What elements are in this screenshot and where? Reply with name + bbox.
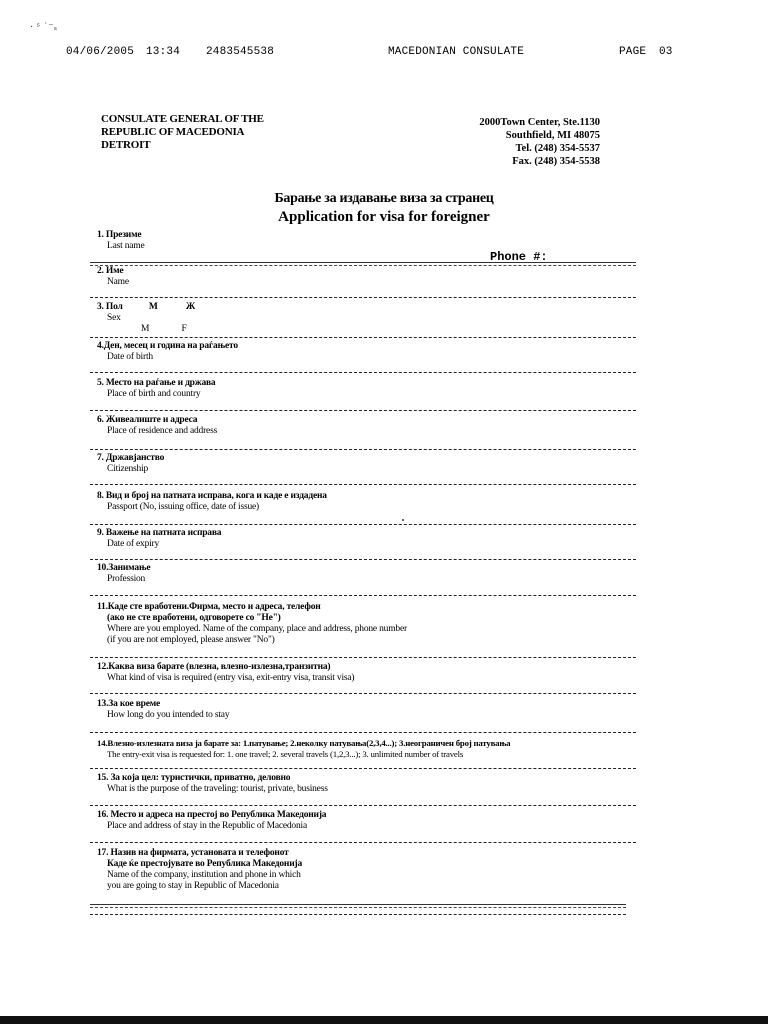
field-label-mk: 8. Вид и број на патната исправа, кога и каде е издадена (97, 491, 327, 501)
field-line (90, 372, 636, 373)
field-profession (97, 563, 637, 585)
address-city: Southfield, MI 48075 (505, 130, 600, 141)
fax-date: 04/06/2005 (66, 46, 135, 58)
field-length-of-stay (97, 699, 637, 721)
fax-number: 2483545538 (206, 46, 275, 58)
sex-option-m-en: M (141, 324, 150, 334)
field-label-en: Date of expiry (107, 539, 160, 549)
sex-option-f-mk: Ж (185, 302, 196, 312)
fax-sender: MACEDONIAN CONSULATE (388, 46, 525, 58)
address-fax: Fax. (248) 354-5538 (512, 156, 600, 167)
field-label-mk: 3. Пол (97, 302, 123, 312)
field-visa-type (97, 662, 637, 684)
field-label-mk: 16. Место и адреса на престој во Република Македонија (97, 810, 327, 820)
field-name (97, 266, 637, 288)
address-tel: Tel. (248) 354-5537 (515, 143, 600, 154)
field-label-mk: 7. Државјанство (97, 453, 165, 463)
consulate-line-3: DETROIT (101, 139, 151, 151)
fax-time: 13:34 (146, 46, 181, 58)
field-label-en: How long do you intended to stay (107, 710, 230, 720)
field-label-en: What is the purpose of the traveling: tourist, private, business (107, 784, 328, 794)
field-sex (97, 302, 637, 335)
field-label-en: Name (107, 277, 129, 287)
field-passport (97, 491, 637, 513)
field-purpose (97, 773, 637, 795)
field-place-of-birth (97, 378, 637, 400)
consulate-address (430, 116, 600, 168)
field-line (90, 657, 636, 658)
field-note-mk: Каде ќе престојувате во Република Македонија (107, 859, 302, 869)
field-host-company (97, 848, 637, 892)
field-line (90, 732, 636, 733)
form-title-english: Application for visa for foreigner (278, 209, 490, 225)
field-label-mk: 11.Каде сте вработени.Фирма, место и адреса, телефон (97, 602, 321, 612)
field-label-mk: 9. Важење на патната исправа (97, 528, 222, 538)
field-line (90, 449, 636, 450)
field-line (90, 904, 626, 905)
field-label-mk: 15. За која цел: туристички, приватно, деловно (97, 773, 291, 783)
consulate-name (101, 113, 264, 152)
form-title-macedonian: Барање за издавање виза за странец (274, 191, 494, 206)
field-citizenship (97, 453, 637, 475)
field-note-en: (if you are not employed, please answer "No") (107, 635, 275, 645)
fax-page-number: 03 (659, 46, 673, 58)
address-street: 2000Town Center, Ste.1130 (479, 117, 600, 128)
field-label-en: Place of residence and address (107, 426, 218, 436)
fax-header (66, 46, 686, 60)
field-last-name (97, 230, 637, 252)
field-employment (97, 602, 637, 646)
field-label-en: Place of birth and country (107, 389, 201, 399)
field-note-mk: (ако не сте вработени, одговорете со "Не") (107, 613, 281, 623)
field-line (90, 805, 636, 806)
field-label-en: Citizenship (107, 464, 149, 474)
field-line (90, 297, 636, 298)
fax-page-label: PAGE (619, 46, 647, 58)
field-line (90, 484, 636, 485)
consulate-line-2: REPUBLIC OF MACEDONIA (101, 126, 245, 138)
field-label-mk: 12.Каква виза барате (влезна, влезно-излезна,транзитна) (97, 662, 331, 672)
sex-option-f-en: F (181, 324, 187, 334)
field-label-en: Passport (No, issuing office, date of issue) (107, 502, 259, 512)
field-line (90, 914, 626, 915)
field-label-en: Date of birth (107, 352, 153, 362)
field-label-en: Profession (107, 574, 146, 584)
field-label-mk: 4.Ден, месец и година на раѓањето (97, 341, 238, 351)
phone-label: Phone #: (490, 250, 548, 264)
field-date-of-birth (97, 341, 637, 363)
field-label-mk: 13.За кое време (97, 699, 161, 709)
field-label-en: What kind of visa is required (entry visa, exit-entry visa, transit visa) (107, 673, 355, 683)
field-entry-exit-visa (97, 738, 657, 760)
fax-noise-marks: · ˢ ˙⁻ₛ (30, 22, 58, 33)
sex-option-m-mk: М (148, 302, 158, 312)
field-line (90, 693, 636, 694)
field-stay-address (97, 810, 637, 832)
fax-speck (402, 519, 404, 521)
fax-bottom-edge (0, 1016, 768, 1024)
field-line (90, 524, 636, 525)
field-label-en: Where are you employed. Name of the company, place and address, phone number (107, 624, 407, 634)
field-label-en: Last name (107, 241, 145, 251)
field-label-en: Place and address of stay in the Republic of Macedonia (107, 821, 307, 831)
field-line (90, 768, 636, 769)
field-note-en: you are going to stay in Republic of Macedonia (107, 881, 279, 891)
field-line (90, 595, 636, 596)
field-line (90, 410, 636, 411)
field-residence (97, 415, 637, 437)
field-label-en: Sex (107, 313, 121, 323)
consulate-line-1: CONSULATE GENERAL OF THE (101, 113, 264, 125)
field-label-mk: 5. Место на раѓање и држава (97, 378, 216, 388)
field-label-mk: 17. Назив на фирмата, установата и телефонот (97, 848, 289, 858)
field-label-mk: 10.Занимање (97, 563, 151, 573)
field-label-en: The entry-exit visa is requested for: 1. one travel; 2. several travels (1,2,3...); 3. unlimited number of travels (107, 749, 464, 759)
field-label-mk: 2. Име (97, 266, 124, 276)
field-line (90, 559, 636, 560)
field-label-en: Name of the company, institution and phone in which (107, 870, 301, 880)
field-label-mk: 14.Влезно-излезната виза ја барате за: 1.патување; 2.неколку патувања(2,3,4...); 3.неограничен број патувања (97, 738, 511, 748)
field-label-mk: 6. Живеалиште и адреса (97, 415, 198, 425)
field-label-mk: 1. Презиме (97, 230, 142, 240)
field-passport-expiry (97, 528, 637, 550)
field-line (90, 262, 636, 263)
field-line (90, 337, 636, 338)
field-line (90, 842, 636, 843)
